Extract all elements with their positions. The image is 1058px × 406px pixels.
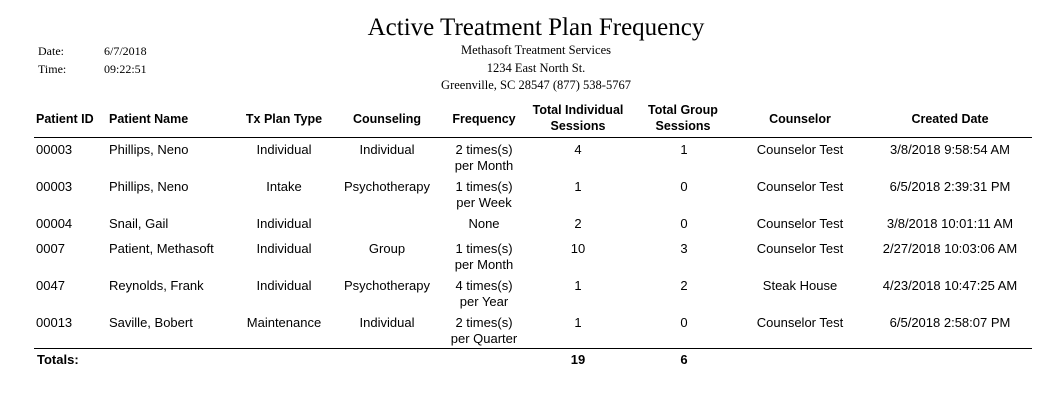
cell-tx-plan-type: Intake [266, 179, 302, 194]
cell-tx-plan-type: Individual [256, 278, 312, 293]
date-value: 6/7/2018 [104, 44, 147, 58]
column-header-patient-id: Patient ID [36, 112, 94, 126]
cell-total-group: 3 [680, 241, 688, 256]
report-title: Active Treatment Plan Frequency [367, 14, 705, 41]
cell-total-group: 0 [680, 179, 688, 194]
cell-total-group: 0 [680, 216, 688, 231]
cell-patient-name: Phillips, Neno [109, 179, 189, 194]
column-header-created-date: Created Date [911, 112, 989, 126]
frequency-count: 2 times(s) [455, 142, 513, 157]
cell-total-individual: 4 [574, 142, 582, 157]
cell-total-group: 2 [680, 278, 688, 293]
cell-counselor: Counselor Test [756, 315, 844, 330]
totals-group: 6 [680, 352, 688, 367]
cell-created-date: 3/8/2018 9:58:54 AM [890, 142, 1010, 157]
cell-tx-plan-type: Individual [256, 142, 312, 157]
cell-frequency [441, 241, 527, 273]
cell-counselor: Counselor Test [756, 216, 844, 231]
cell-patient-id: 00013 [36, 315, 73, 330]
company-name: Methasoft Treatment Services [461, 43, 611, 57]
cell-created-date: 6/5/2018 2:39:31 PM [889, 179, 1011, 194]
column-header-total-group-line1: Total Group [648, 103, 718, 117]
cell-counseling: Group [368, 241, 406, 256]
cell-created-date: 3/8/2018 10:01:11 AM [886, 216, 1014, 231]
frequency-period: per Week [456, 195, 512, 210]
date-label: Date: [38, 44, 64, 58]
time-value: 09:22:51 [104, 62, 147, 76]
cell-counselor: Counselor Test [756, 179, 844, 194]
totals-individual: 19 [570, 352, 586, 367]
totals-label: Totals: [37, 352, 79, 367]
cell-tx-plan-type: Maintenance [246, 315, 322, 330]
cell-frequency [441, 216, 527, 232]
column-header-tx-plan-type: Tx Plan Type [245, 112, 323, 126]
cell-patient-id: 0007 [36, 241, 65, 256]
cell-total-individual: 2 [574, 216, 582, 231]
cell-patient-name: Reynolds, Frank [109, 278, 204, 293]
company-address-line1: 1234 East North St. [486, 61, 586, 75]
cell-counseling: Individual [359, 315, 415, 330]
company-address-line2: Greenville, SC 28547 (877) 538-5767 [441, 78, 631, 92]
cell-patient-name: Saville, Bobert [109, 315, 193, 330]
cell-frequency [441, 315, 527, 347]
column-header-total-group-line2: Sessions [655, 119, 711, 133]
cell-counseling: Psychotherapy [344, 278, 430, 293]
column-header-total-individual-line2: Sessions [550, 119, 606, 133]
cell-total-group: 0 [680, 315, 688, 330]
frequency-count: 2 times(s) [455, 315, 513, 330]
cell-total-individual: 1 [574, 278, 582, 293]
cell-total-individual: 10 [570, 241, 586, 256]
column-header-counselor: Counselor [769, 112, 831, 126]
column-header-total-individual [518, 102, 638, 134]
cell-counselor: Steak House [762, 278, 838, 293]
frequency-period: per Month [454, 257, 514, 272]
cell-frequency [441, 179, 527, 211]
cell-tx-plan-type: Individual [256, 241, 312, 256]
cell-total-individual: 1 [574, 315, 582, 330]
time-label: Time: [38, 62, 67, 76]
frequency-count: 4 times(s) [455, 278, 513, 293]
frequency-count: 1 times(s) [455, 179, 513, 194]
cell-patient-id: 0047 [36, 278, 65, 293]
column-header-total-group [632, 102, 734, 134]
cell-patient-name: Patient, Methasoft [109, 241, 214, 256]
cell-created-date: 6/5/2018 2:58:07 PM [889, 315, 1011, 330]
totals-rule [34, 348, 1032, 349]
header-rule [34, 137, 1032, 138]
cell-counselor: Counselor Test [756, 241, 844, 256]
cell-patient-id: 00003 [36, 179, 73, 194]
column-header-patient-name: Patient Name [109, 112, 189, 126]
column-header-counseling: Counseling [352, 112, 422, 126]
cell-counseling: Individual [359, 142, 415, 157]
frequency-period: per Year [459, 294, 509, 309]
cell-frequency [441, 142, 527, 174]
cell-patient-id: 00004 [36, 216, 73, 231]
cell-created-date: 4/23/2018 10:47:25 AM [882, 278, 1018, 293]
cell-counselor: Counselor Test [756, 142, 844, 157]
column-header-total-individual-line1: Total Individual [532, 103, 624, 117]
cell-counseling: Psychotherapy [344, 179, 430, 194]
frequency-count: None [468, 216, 500, 231]
cell-frequency [441, 278, 527, 310]
frequency-period: per Quarter [450, 331, 518, 346]
frequency-count: 1 times(s) [455, 241, 513, 256]
column-header-frequency: Frequency [452, 112, 516, 126]
cell-patient-name: Phillips, Neno [109, 142, 189, 157]
cell-patient-id: 00003 [36, 142, 73, 157]
cell-patient-name: Snail, Gail [109, 216, 169, 231]
cell-total-individual: 1 [574, 179, 582, 194]
cell-total-group: 1 [680, 142, 688, 157]
cell-tx-plan-type: Individual [256, 216, 312, 231]
cell-created-date: 2/27/2018 10:03:06 AM [882, 241, 1018, 256]
frequency-period: per Month [454, 158, 514, 173]
